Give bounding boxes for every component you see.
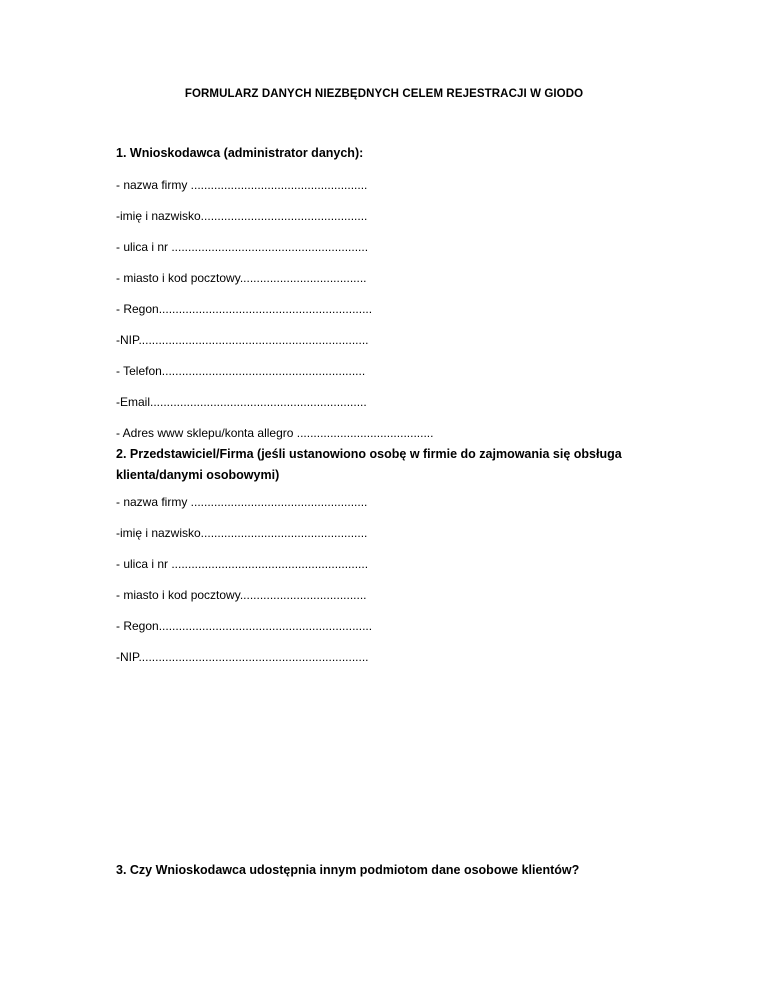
field-company-name-2: - nazwa firmy .....................................................: [116, 495, 368, 509]
field-street: - ulica i nr ...........................................................: [116, 240, 369, 254]
field-full-name-2: -imię i nazwisko..................................................: [116, 526, 368, 540]
field-shop-url: - Adres www sklepu/konta allegro .........................................: [116, 426, 434, 440]
field-regon-2: - Regon................................................................: [116, 619, 373, 633]
document-title: FORMULARZ DANYCH NIEZBĘDNYCH CELEM REJESTRACJI W GIODO: [184, 88, 584, 100]
field-regon: - Regon................................................................: [116, 302, 373, 316]
section-3-heading: 3. Czy Wnioskodawca udostępnia innym podmiotom dane osobowe klientów?: [116, 863, 580, 877]
field-nip: -NIP.....................................................................: [116, 333, 369, 347]
section-1-heading: 1. Wnioskodawca (administrator danych):: [116, 146, 364, 160]
field-phone: - Telefon.............................................................: [116, 364, 366, 378]
field-street-2: - ulica i nr ...........................................................: [116, 557, 369, 571]
field-city-postcode: - miasto i kod pocztowy......................................: [116, 271, 367, 285]
field-email: -Email.................................................................: [116, 395, 367, 409]
field-full-name: -imię i nazwisko..................................................: [116, 209, 368, 223]
section-2-heading: 2. Przedstawiciel/Firma (jeśli ustanowiono osobę w firmie do zajmowania się obsługa klienta/danymi osobowymi): [116, 447, 622, 482]
field-nip-2: -NIP.....................................................................: [116, 650, 369, 664]
field-company-name: - nazwa firmy .....................................................: [116, 178, 368, 192]
field-city-postcode-2: - miasto i kod pocztowy......................................: [116, 588, 367, 602]
